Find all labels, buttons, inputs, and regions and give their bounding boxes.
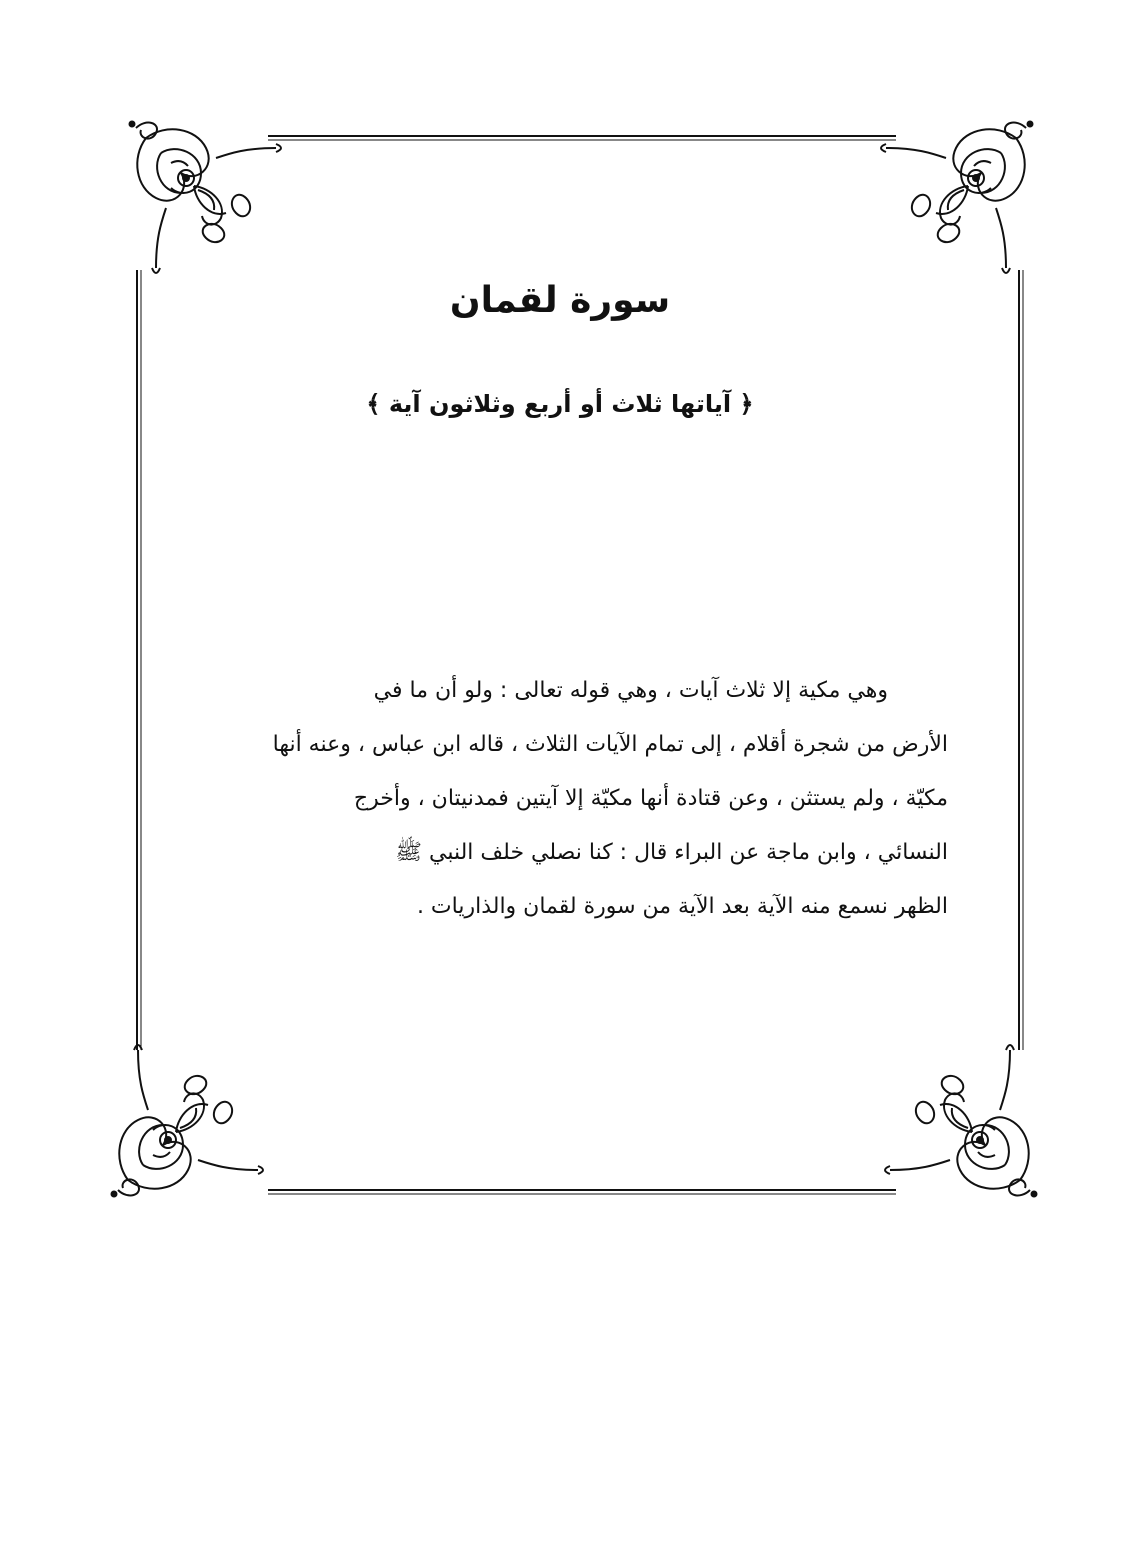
surah-title: سورة لقمان [449, 280, 671, 321]
corner-ornament-top-right [881, 122, 1033, 274]
paragraph-line-3: مكيّة ، ولم يستثن ، وعن قتادة أنها مكيّة إلا آيتين فمدنيتان ، وأخرج [353, 786, 948, 811]
corner-ornament-bottom-right [885, 1045, 1037, 1197]
corner-ornament-top-left [130, 122, 282, 274]
paragraph-line-5: الظهر نسمع منه الآية بعد الآية من سورة لقمان والذاريات . [416, 894, 948, 919]
commentary-paragraph [200, 664, 948, 934]
paragraph-line-2: الأرض من شجرة أقلام ، إلى تمام الآيات الثلاث ، قاله ابن عباس ، وعنه أنها [272, 732, 948, 757]
verse-count-heading: ﴿ آياتها ثلاث أو أربع وثلاثون آية ﴾ [366, 390, 754, 418]
paragraph-line-1: وهي مكية إلا ثلاث آيات ، وهي قوله تعالى : ولو أن ما في [373, 678, 888, 703]
corner-ornament-bottom-left [112, 1045, 264, 1197]
paragraph-line-4: النسائي ، وابن ماجة عن البراء قال : كنا نصلي خلف النبي ﷺ [395, 840, 948, 865]
